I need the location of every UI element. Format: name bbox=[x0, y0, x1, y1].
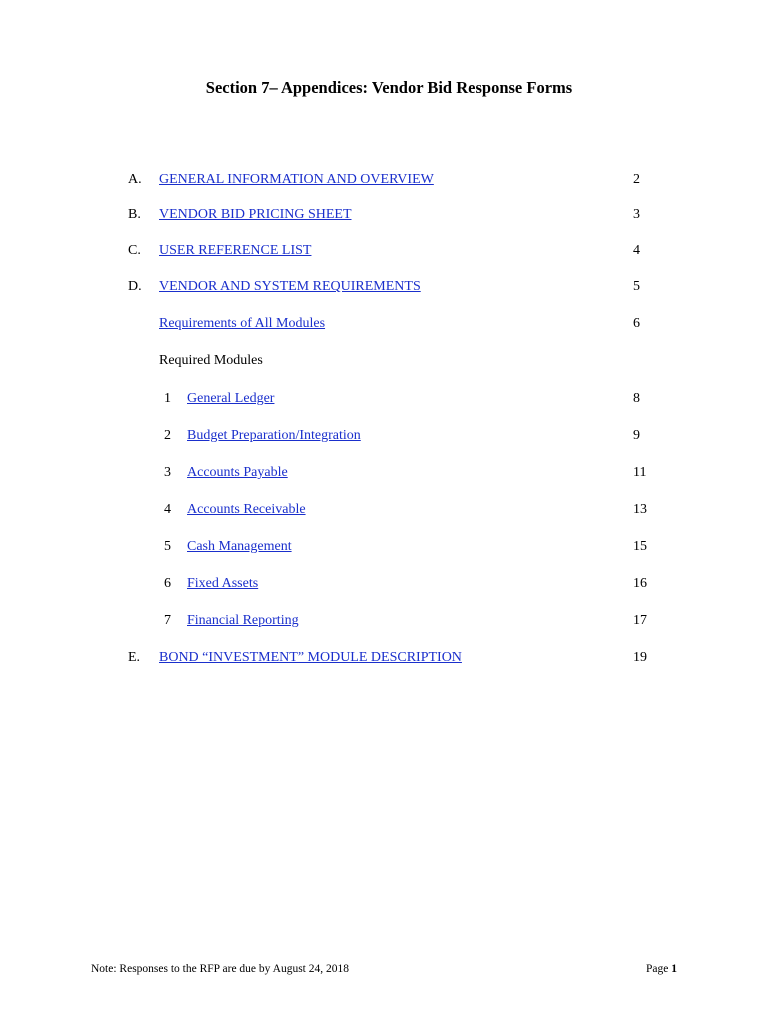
toc-entry-d bbox=[0, 279, 770, 301]
toc-page-number: 9 bbox=[633, 428, 640, 443]
toc-page-number: 16 bbox=[633, 576, 647, 591]
toc-subheading bbox=[0, 353, 770, 375]
toc-page-number: 13 bbox=[633, 502, 647, 517]
footer-page-label: Page bbox=[646, 963, 672, 975]
module-number: 1 bbox=[164, 391, 171, 406]
toc-entry-e bbox=[0, 650, 770, 672]
module-number: 7 bbox=[164, 613, 171, 628]
toc-module-entry bbox=[0, 576, 770, 598]
toc-page-number: 3 bbox=[633, 207, 640, 222]
module-number: 5 bbox=[164, 539, 171, 554]
toc-page-number: 6 bbox=[633, 316, 640, 331]
toc-link-bond-investment-module[interactable]: BOND “INVESTMENT” MODULE DESCRIPTION bbox=[159, 650, 462, 665]
toc-letter: A. bbox=[128, 172, 142, 187]
toc-page-number: 19 bbox=[633, 650, 647, 665]
toc-link-accounts-receivable[interactable]: Accounts Receivable bbox=[187, 502, 306, 517]
footer-page-indicator bbox=[646, 963, 677, 975]
toc-entry-c bbox=[0, 243, 770, 265]
toc-link-user-reference-list[interactable]: USER REFERENCE LIST bbox=[159, 243, 312, 258]
toc-link-general-ledger[interactable]: General Ledger bbox=[187, 391, 275, 406]
toc-link-general-information[interactable]: GENERAL INFORMATION AND OVERVIEW bbox=[159, 172, 434, 187]
footer-note: Note: Responses to the RFP are due by August 24, 2018 bbox=[91, 963, 349, 975]
toc-page-number: 11 bbox=[633, 465, 647, 480]
toc-link-requirements-all-modules[interactable]: Requirements of All Modules bbox=[159, 316, 326, 331]
toc-module-entry bbox=[0, 502, 770, 524]
required-modules-heading: Required Modules bbox=[159, 353, 263, 368]
toc-letter: B. bbox=[128, 207, 141, 222]
toc-page-number: 15 bbox=[633, 539, 647, 554]
module-number: 3 bbox=[164, 465, 171, 480]
module-number: 6 bbox=[164, 576, 171, 591]
toc-entry-a bbox=[0, 172, 770, 194]
toc-module-entry bbox=[0, 428, 770, 450]
toc-module-entry bbox=[0, 613, 770, 635]
toc-entry-b bbox=[0, 207, 770, 229]
toc-module-entry bbox=[0, 539, 770, 561]
toc-link-financial-reporting[interactable]: Financial Reporting bbox=[187, 613, 299, 628]
toc-entry-requirements-all bbox=[0, 316, 770, 338]
module-number: 2 bbox=[164, 428, 171, 443]
toc-link-fixed-assets[interactable]: Fixed Assets bbox=[187, 576, 259, 591]
toc-page-number: 2 bbox=[633, 172, 640, 187]
toc-link-cash-management[interactable]: Cash Management bbox=[187, 539, 292, 554]
toc-page-number: 17 bbox=[633, 613, 647, 628]
toc-page-number: 5 bbox=[633, 279, 640, 294]
toc-module-entry bbox=[0, 465, 770, 487]
toc-module-entry bbox=[0, 391, 770, 413]
toc-link-accounts-payable[interactable]: Accounts Payable bbox=[187, 465, 288, 480]
toc-page-number: 8 bbox=[633, 391, 640, 406]
module-number: 4 bbox=[164, 502, 171, 517]
footer-page-number: 1 bbox=[671, 963, 677, 975]
toc-link-budget-preparation[interactable]: Budget Preparation/Integration bbox=[187, 428, 361, 443]
page-title: Section 7– Appendices: Vendor Bid Response Forms bbox=[205, 78, 573, 97]
toc-letter: D. bbox=[128, 279, 142, 294]
toc-page-number: 4 bbox=[633, 243, 640, 258]
toc-link-vendor-bid-pricing[interactable]: VENDOR BID PRICING SHEET bbox=[159, 207, 352, 222]
toc-letter: E. bbox=[128, 650, 141, 665]
toc-letter: C. bbox=[128, 243, 141, 258]
toc-link-vendor-system-requirements[interactable]: VENDOR AND SYSTEM REQUIREMENTS bbox=[159, 279, 421, 294]
